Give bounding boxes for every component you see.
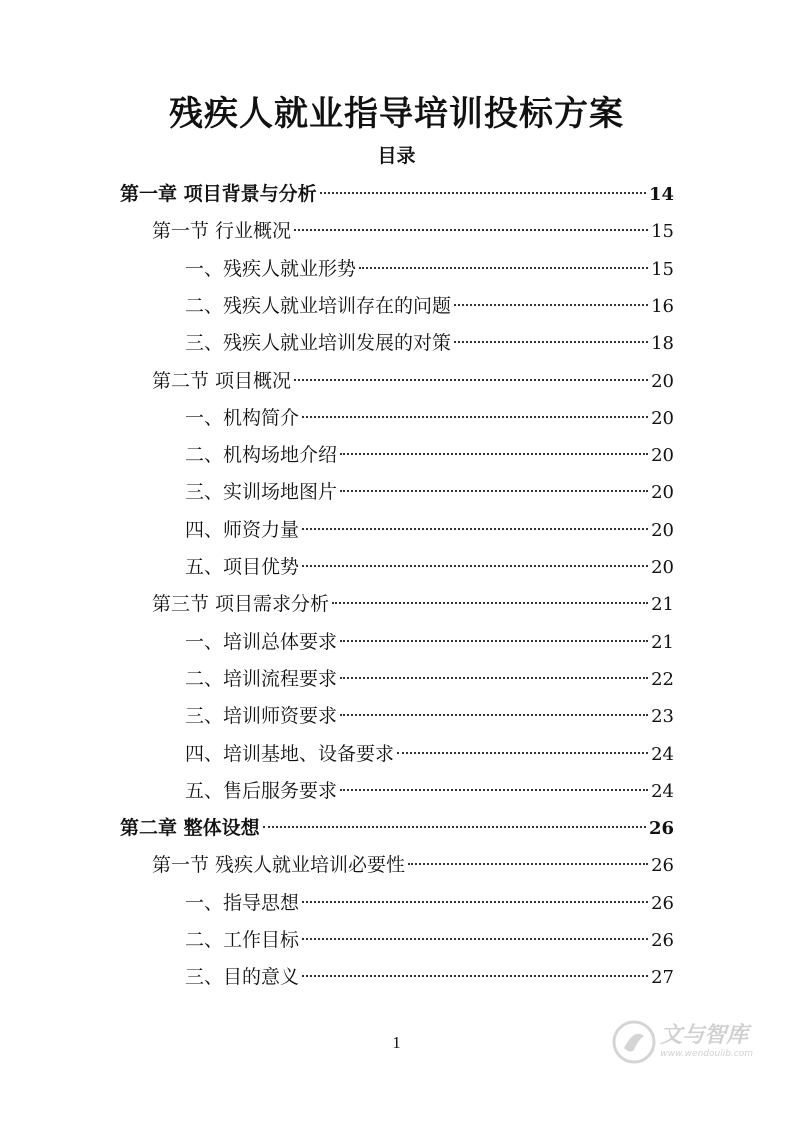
toc-entry-page: 24 — [651, 743, 674, 765]
toc-entry-text: 第一节 残疾人就业培训必要性 — [152, 854, 406, 877]
toc-entry-page: 20 — [651, 370, 674, 392]
toc-heading: 目录 — [377, 145, 416, 167]
toc-entry-text: 三、目的意义 — [185, 966, 300, 989]
toc-entry-text: 一、培训总体要求 — [185, 630, 338, 653]
toc-entry-item[interactable] — [185, 437, 674, 473]
toc-entry-chapter[interactable] — [120, 810, 674, 846]
toc-entry-page: 24 — [651, 780, 674, 802]
toc-entry-text: 三、培训师资要求 — [185, 705, 338, 728]
toc-entry-item[interactable] — [185, 251, 674, 287]
toc-entry-text: 一、指导思想 — [185, 891, 300, 914]
toc-entry-page: 14 — [648, 184, 674, 205]
toc-entry-page: 26 — [651, 930, 674, 951]
toc-entry-section[interactable] — [152, 363, 674, 399]
toc-dot-leader — [340, 640, 648, 642]
toc-entry-item[interactable] — [185, 624, 674, 660]
toc-dot-leader — [454, 304, 648, 306]
toc-dot-leader — [294, 229, 648, 231]
toc-entry-page: 21 — [651, 631, 674, 653]
toc-entry-page: 20 — [651, 557, 674, 578]
toc-dot-leader — [302, 975, 648, 977]
watermark-url: www.wendoulib.com — [660, 1049, 753, 1059]
toc-entry-item[interactable] — [185, 736, 674, 772]
toc-entry-item[interactable] — [185, 474, 674, 510]
toc-entry-page: 20 — [651, 407, 674, 429]
toc-entry-text: 第二章 整体设想 — [120, 817, 260, 840]
toc-entry-item[interactable] — [185, 773, 674, 809]
toc-entry-text: 二、机构场地介绍 — [185, 444, 338, 467]
toc-entry-page: 22 — [651, 668, 674, 690]
toc-entry-text: 一、残疾人就业形势 — [185, 257, 357, 280]
document-title: 残疾人就业指导培训投标方案 — [169, 94, 624, 134]
toc-dot-leader — [302, 528, 648, 530]
toc-entry-text: 一、机构简介 — [185, 406, 300, 429]
toc-entry-item[interactable] — [185, 885, 674, 921]
toc-entry-text: 第一章 项目背景与分析 — [120, 183, 317, 205]
toc-entry-item[interactable] — [185, 325, 674, 361]
toc-entry-text: 四、培训基地、设备要求 — [185, 742, 395, 765]
toc-entry-text: 五、售后服务要求 — [185, 779, 338, 802]
toc-entry-page: 20 — [651, 519, 674, 541]
toc-dot-leader — [340, 714, 648, 716]
toc-entry-text: 三、实训场地图片 — [185, 481, 338, 504]
toc-entry-item[interactable] — [185, 661, 674, 697]
toc-entry-page: 26 — [648, 818, 674, 840]
toc-dot-leader — [302, 901, 648, 903]
toc-entry-text: 第二节 项目概况 — [152, 369, 292, 392]
toc-dot-leader — [408, 863, 648, 865]
toc-entry-page: 20 — [651, 482, 674, 504]
toc-dot-leader — [302, 938, 648, 940]
wendou-logo-icon — [612, 1020, 656, 1064]
toc-dot-leader — [340, 490, 648, 492]
toc-dot-leader — [397, 752, 648, 754]
toc-entry-page: 16 — [651, 295, 674, 317]
watermark — [612, 1020, 753, 1064]
toc-dot-leader — [294, 379, 648, 381]
toc-entry-page: 27 — [651, 967, 674, 989]
toc-entry-item[interactable] — [185, 288, 674, 324]
page-number: 1 — [392, 1033, 401, 1052]
toc-dot-leader — [302, 416, 648, 418]
toc-dot-leader — [359, 267, 648, 269]
toc-entry-page: 23 — [651, 706, 674, 728]
toc-entry-item[interactable] — [185, 698, 674, 734]
toc-entry-text: 第三节 项目需求分析 — [152, 593, 330, 616]
toc-entry-section[interactable] — [152, 213, 674, 249]
toc-dot-leader — [340, 453, 648, 455]
toc-dot-leader — [454, 341, 648, 343]
toc-dot-leader — [320, 192, 646, 194]
toc-entry-text: 二、培训流程要求 — [185, 667, 338, 690]
toc-dot-leader — [302, 565, 648, 567]
toc-entry-text: 四、师资力量 — [185, 518, 300, 541]
watermark-name: 文与智库 — [660, 1023, 749, 1048]
toc-entry-item[interactable] — [185, 512, 674, 548]
toc-entry-page: 26 — [651, 892, 674, 914]
toc-dot-leader — [263, 826, 646, 828]
toc-entry-page: 15 — [651, 221, 674, 243]
toc-entry-page: 20 — [651, 445, 674, 467]
toc-dot-leader — [340, 677, 648, 679]
toc-entry-text: 三、残疾人就业培训发展的对策 — [185, 332, 452, 355]
toc-entry-section[interactable] — [152, 586, 674, 622]
toc-entry-item[interactable] — [185, 549, 674, 585]
toc-entry-section[interactable] — [152, 847, 674, 883]
toc-entry-item[interactable] — [185, 922, 674, 958]
toc-entry-text: 二、残疾人就业培训存在的问题 — [185, 294, 452, 317]
toc-entry-page: 18 — [651, 333, 674, 355]
toc-entry-item[interactable] — [185, 959, 674, 995]
toc-entry-page: 26 — [651, 855, 674, 877]
toc-dot-leader — [340, 789, 648, 791]
toc-entry-text: 二、工作目标 — [185, 929, 300, 951]
toc-dot-leader — [332, 602, 648, 604]
toc-entry-item[interactable] — [185, 400, 674, 436]
toc-entry-page: 15 — [651, 258, 674, 280]
toc-entry-page: 21 — [651, 594, 674, 616]
toc-entry-text: 五、项目优势 — [185, 556, 300, 578]
toc-entry-text: 第一节 行业概况 — [152, 220, 292, 243]
toc-entry-chapter[interactable] — [120, 176, 674, 212]
